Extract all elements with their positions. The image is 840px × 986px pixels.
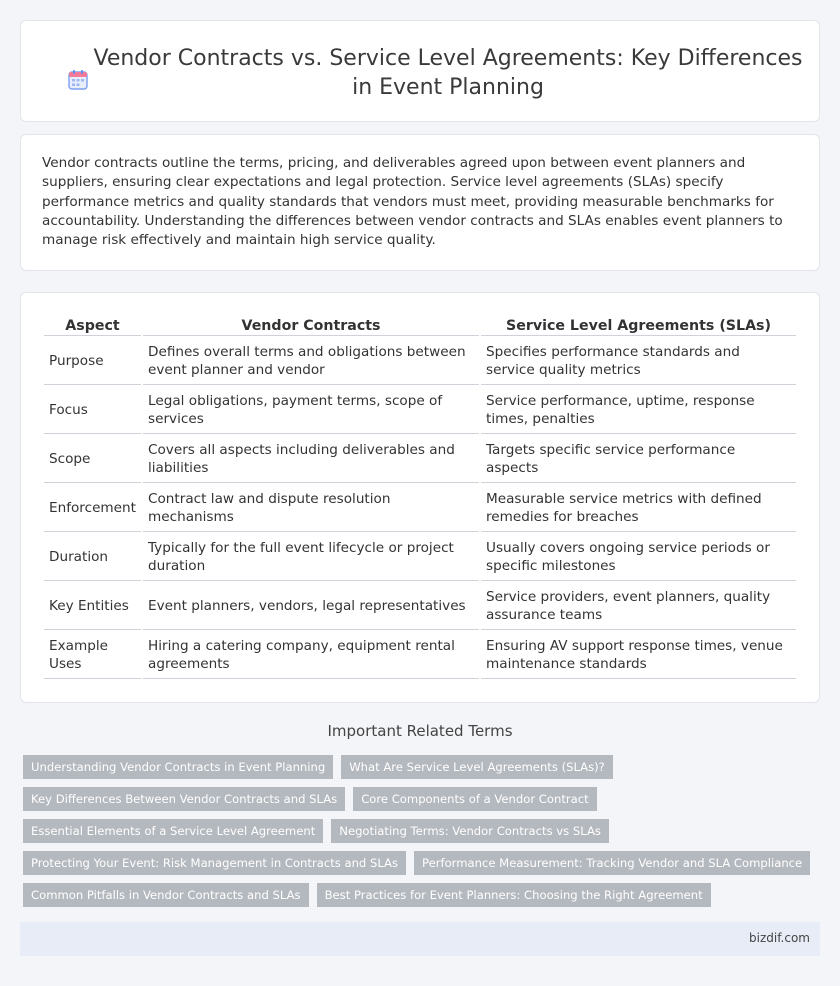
related-term-tag[interactable]: Essential Elements of a Service Level Agreement [23,819,323,843]
table-row [44,632,796,679]
vendor-cell: Hiring a catering company, equipment rental agreements [143,632,479,679]
table-row [44,583,796,630]
table-row [44,485,796,532]
aspect-cell: Scope [44,436,141,483]
sla-cell: Specifies performance standards and service quality metrics [481,338,796,385]
header-slas: Service Level Agreements (SLAs) [481,316,796,336]
related-term-tag[interactable]: Common Pitfalls in Vendor Contracts and SLAs [23,883,309,907]
intro-card [20,134,820,271]
related-term-tag[interactable]: Core Components of a Vendor Contract [353,787,597,811]
sla-cell: Service performance, uptime, response times, penalties [481,387,796,434]
aspect-cell: Example Uses [44,632,141,679]
sla-cell: Targets specific service performance aspects [481,436,796,483]
vendor-cell: Defines overall terms and obligations between event planner and vendor [143,338,479,385]
comparison-table-card [20,292,820,703]
intro-paragraph: Vendor contracts outline the terms, pricing, and deliverables agreed upon between event planners and suppliers, ensuring clear expectations and legal protection. Service level agreements (SLAs) specify performance metrics and quality standards that vendors must meet, providing measurable benchmarks for accountability. Understanding the differences between vendor contracts and SLAs enables event planners to manage risk effectively and maintain high service quality. [42,155,783,249]
vendor-cell: Covers all aspects including deliverables and liabilities [143,436,479,483]
vendor-cell: Typically for the full event lifecycle or project duration [143,534,479,581]
vendor-cell: Contract law and dispute resolution mechanisms [143,485,479,532]
footer-site-link[interactable]: bizdif.com [749,931,810,945]
table-row [44,436,796,483]
tag-row [23,819,813,843]
related-term-tag[interactable]: Key Differences Between Vendor Contracts and SLAs [23,787,345,811]
sla-cell: Service providers, event planners, quality assurance teams [481,583,796,630]
tag-row [23,883,813,907]
related-terms-title: Important Related Terms [327,722,513,740]
calendar-icon [67,69,89,91]
related-terms-list [23,755,813,915]
tag-row [23,755,813,779]
related-term-tag[interactable]: Negotiating Terms: Vendor Contracts vs SLAs [331,819,609,843]
title-card [20,20,820,122]
page-title: Vendor Contracts vs. Service Level Agreements: Key Differences in Event Planning [93,46,803,100]
aspect-cell: Duration [44,534,141,581]
vendor-cell: Legal obligations, payment terms, scope of services [143,387,479,434]
sla-cell: Measurable service metrics with defined remedies for breaches [481,485,796,532]
related-term-tag[interactable]: Protecting Your Event: Risk Management in Contracts and SLAs [23,851,406,875]
tag-row [23,787,813,811]
comparison-table [42,314,798,681]
related-term-tag[interactable]: Performance Measurement: Tracking Vendor and SLA Compliance [414,851,810,875]
footer [20,922,820,956]
related-term-tag[interactable]: What Are Service Level Agreements (SLAs)? [341,755,613,779]
table-header-row [44,316,796,336]
table-row [44,534,796,581]
aspect-cell: Focus [44,387,141,434]
header-aspect: Aspect [44,316,141,336]
table-row [44,387,796,434]
sla-cell: Ensuring AV support response times, venue maintenance standards [481,632,796,679]
sla-cell: Usually covers ongoing service periods or specific milestones [481,534,796,581]
aspect-cell: Enforcement [44,485,141,532]
header-vendor-contracts: Vendor Contracts [143,316,479,336]
related-term-tag[interactable]: Understanding Vendor Contracts in Event Planning [23,755,333,779]
tag-row [23,851,813,875]
table-row [44,338,796,385]
aspect-cell: Purpose [44,338,141,385]
related-term-tag[interactable]: Best Practices for Event Planners: Choosing the Right Agreement [317,883,711,907]
aspect-cell: Key Entities [44,583,141,630]
vendor-cell: Event planners, vendors, legal representatives [143,583,479,630]
